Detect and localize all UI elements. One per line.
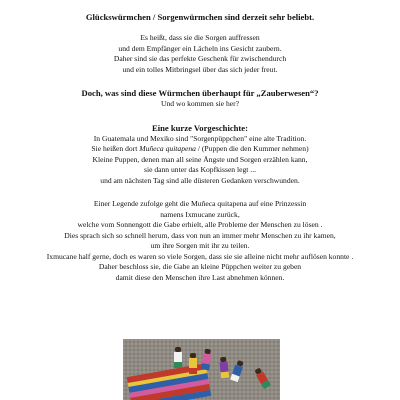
legend-line: Ixmucane half gerne, doch es waren so viele Sorgen, dass sie sie alleine nicht mehr auflösen konnte .	[46, 251, 354, 261]
legend-line: um ihre Sorgen mit ihr zu teilen.	[150, 241, 250, 250]
legend-line: Dies sprach sich so schnell herum, dass von nun an immer mehr Menschen zu ihr kamen,	[64, 230, 336, 240]
legend-paragraph	[0, 199, 400, 283]
intro-line: Es heißt, dass sie die Sorgen auffressen	[140, 33, 260, 42]
question-subline: Und wo kommen sie her?	[160, 99, 240, 108]
history-line: In Guatemala und Mexiko sind "Sorgenpüppchen" eine alte Tradition.	[93, 133, 307, 143]
history-heading: Eine kurze Vorgeschichte:	[152, 122, 248, 133]
photo-illustration	[123, 339, 280, 400]
legend-line: Einer Legende zufolge geht die Muñeca quitapena auf eine Prinzessin	[93, 199, 307, 208]
legend-line: namens Ixmucane zurück,	[160, 209, 240, 219]
history-line: Sie heißen dort Muñeca quitapena / (Puppen die den Kummer nehmen)	[91, 144, 309, 153]
legend-line: welche vom Sonnengott die Gabe erhielt, alle Probleme der Menschen zu lösen .	[77, 220, 323, 229]
history-line: sie dann unter das Kopfkissen legt ...	[144, 165, 256, 174]
worry-doll	[189, 353, 197, 374]
doll-name-italic: Muñeca quitapena	[139, 144, 196, 153]
intro-line: und ein tolles Mitbringsel über das sich jeder freut.	[122, 64, 278, 74]
legend-line: Daher beschloss sie, die Gabe an kleine Püppchen weiter zu geben	[98, 262, 302, 271]
intro-line: und dem Empfänger ein Lächeln ins Gesicht zaubern.	[118, 43, 282, 53]
page-title: Glückswürmchen / Sorgenwürmchen sind derzeit sehr beliebt.	[85, 12, 315, 22]
intro-line: Daher sind sie das perfekte Geschenk für zwischendurch	[113, 54, 287, 63]
question-block	[0, 88, 400, 110]
legend-line: damit diese den Menschen ihre Last abnehmen können.	[115, 272, 285, 282]
history-block	[0, 123, 400, 187]
question-heading: Doch, was sind diese Würmchen überhaupt für „Zauberwesen“?	[81, 88, 319, 98]
history-line: und am nächsten Tag sind alle düsteren Gedanken verschwunden.	[100, 175, 300, 185]
intro-paragraph	[0, 33, 400, 75]
worry-dolls-photo	[123, 339, 280, 400]
worry-doll	[174, 347, 182, 368]
history-line: Kleine Puppen, denen man all seine Ängste und Sorgen erzählen kann,	[92, 154, 308, 164]
